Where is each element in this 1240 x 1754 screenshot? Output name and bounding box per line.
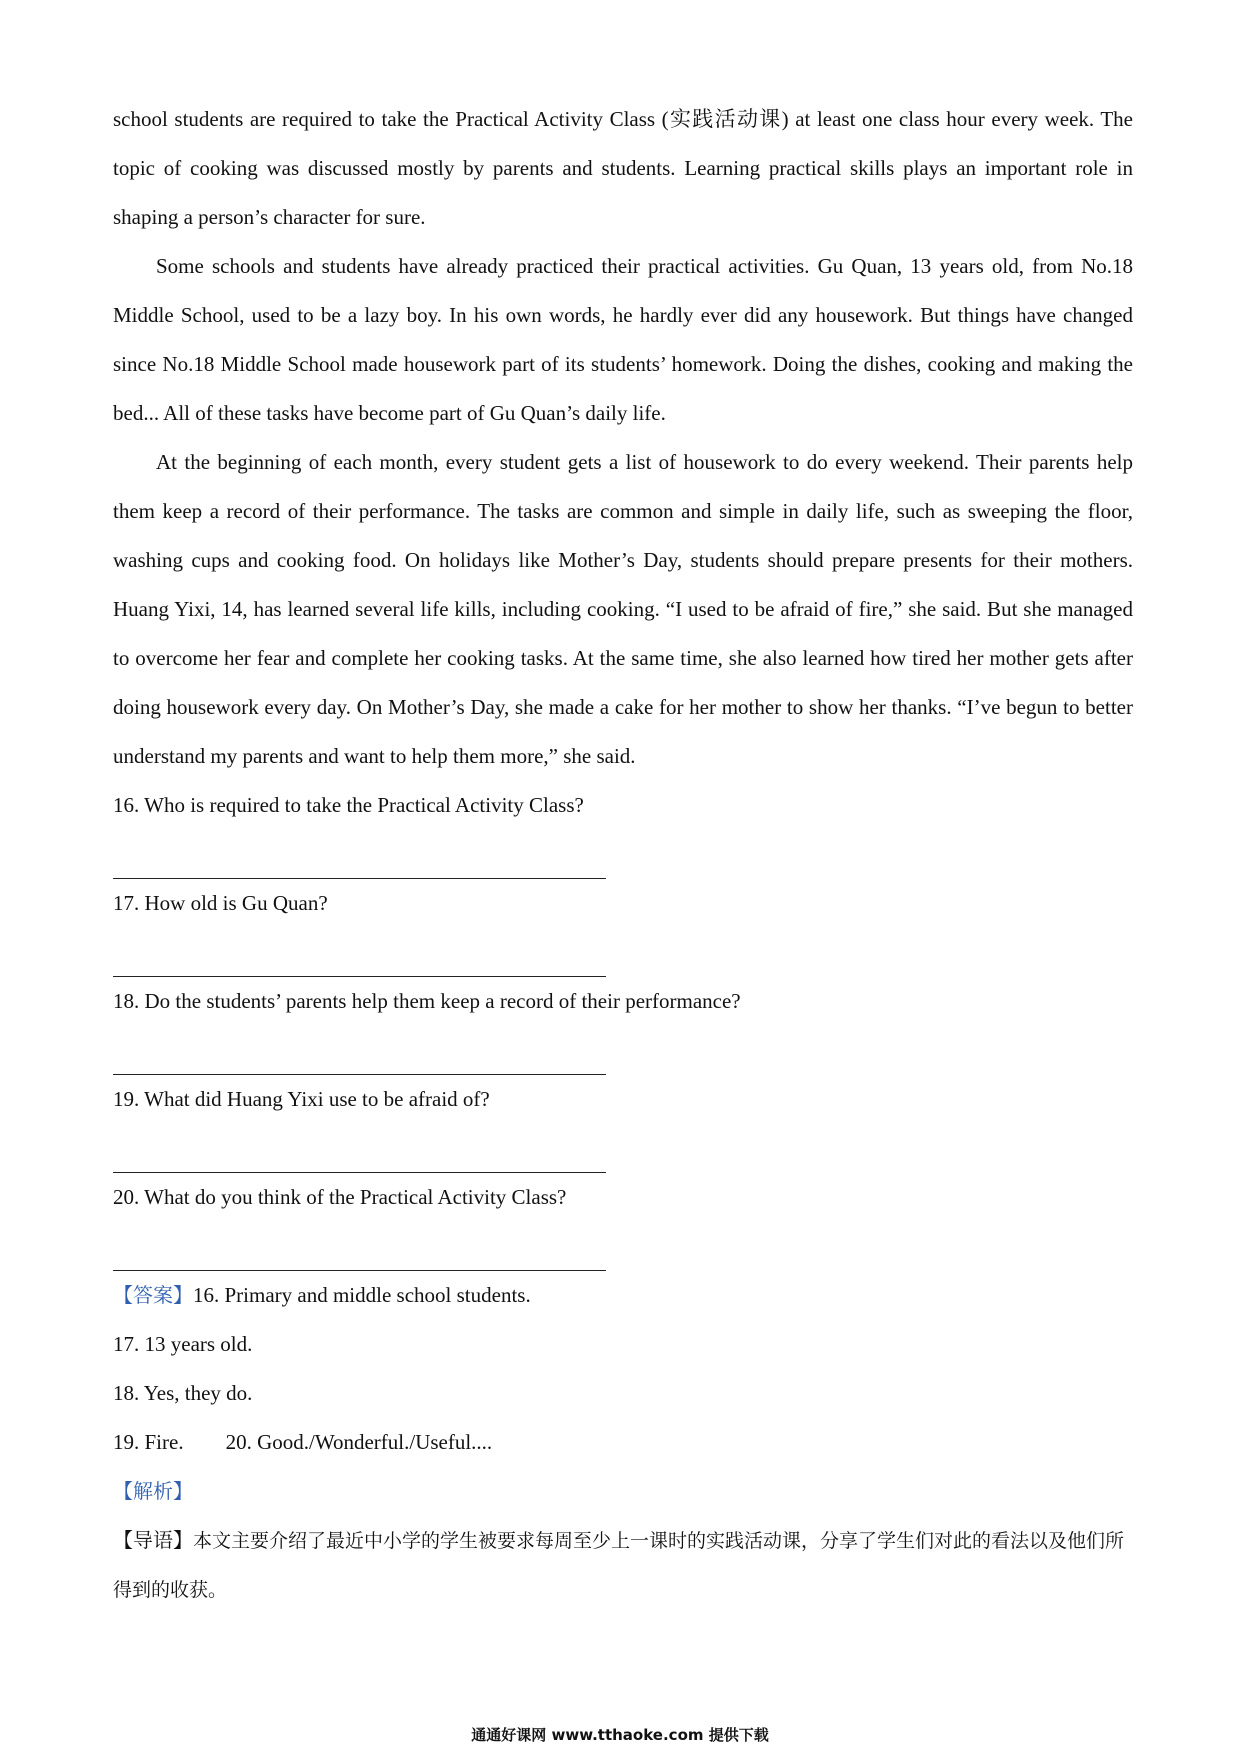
analysis-row xyxy=(113,1467,1133,1516)
passage-paragraph-1: school students are required to take the Practical Activity Class (实践活动课) at least one class hour every week. The topic of cooking was discussed mostly by parents and students. Learning practical skills plays an important role in shaping a person’s character for sure. xyxy=(113,107,1133,229)
question-19: 19. What did Huang Yixi use to be afraid of? xyxy=(113,1087,490,1111)
guide-paragraph xyxy=(113,1516,1133,1615)
answer-blank-19[interactable] xyxy=(113,1124,606,1173)
guide-tag: 【导语】 xyxy=(113,1528,193,1552)
question-17: 17. How old is Gu Quan? xyxy=(113,891,328,915)
question-block-17 xyxy=(113,879,1133,977)
page-footer: 通通好课网 www.tthaoke.com 提供下载 xyxy=(471,1726,769,1744)
passage-paragraph-2: Some schools and students have already practiced their practical activities. Gu Quan, 13 years old, from No.18 Middle School, used to be a lazy boy. In his own words, he hardly ever did any housework. But things have changed since No.18 Middle School made housework part of its students’ homework. Doing the dishes, cooking and making the bed... All of these tasks have become part of Gu Quan’s daily life. xyxy=(113,254,1133,425)
question-block-20 xyxy=(113,1173,1133,1271)
answer-16-row xyxy=(113,1271,1133,1320)
answer-blank-20[interactable] xyxy=(113,1222,606,1271)
answer-blank-18[interactable] xyxy=(113,1026,606,1075)
document-content xyxy=(113,95,1133,1615)
question-18: 18. Do the students’ parents help them keep a record of their performance? xyxy=(113,989,741,1013)
question-block-19 xyxy=(113,1075,1133,1173)
passage-paragraph-3: At the beginning of each month, every student gets a list of housework to do every weekend. Their parents help them keep a record of their performance. The tasks are common and simple in daily life, such as sweeping the floor, washing cups and cooking food. On holidays like Mother’s Day, students should prepare presents for their mothers. Huang Yixi, 14, has learned several life kills, including cooking. “I used to be afraid of fire,” she said. But she managed to overcome her fear and complete her cooking tasks. At the same time, she also learned how tired her mother gets after doing housework every day. On Mother’s Day, she made a cake for her mother to show her thanks. “I’ve begun to better understand my parents and want to help them more,” she said. xyxy=(113,450,1133,768)
question-20: 20. What do you think of the Practical Activity Class? xyxy=(113,1185,567,1209)
question-block-16 xyxy=(113,781,1133,879)
answer-tag: 【答案】 xyxy=(113,1283,193,1307)
answer-17: 17. 13 years old. xyxy=(113,1332,253,1356)
question-block-18 xyxy=(113,977,1133,1075)
answer-20: 20. Good./Wonderful./Useful.... xyxy=(225,1430,493,1454)
answer-16: 16. Primary and middle school students. xyxy=(193,1283,531,1307)
answer-19-20-row xyxy=(113,1418,1133,1467)
analysis-tag: 【解析】 xyxy=(113,1479,193,1503)
answer-blank-17[interactable] xyxy=(113,928,606,977)
answer-19: 19. Fire. xyxy=(113,1430,184,1454)
question-16: 16. Who is required to take the Practical Activity Class? xyxy=(113,793,584,817)
answer-blank-16[interactable] xyxy=(113,830,606,879)
guide-text: 本文主要介绍了最近中小学的学生被要求每周至少上一课时的实践活动课，分享了学生们对此的看法以及他们所得到的收获。 xyxy=(113,1530,1125,1601)
answer-18: 18. Yes, they do. xyxy=(113,1381,253,1405)
